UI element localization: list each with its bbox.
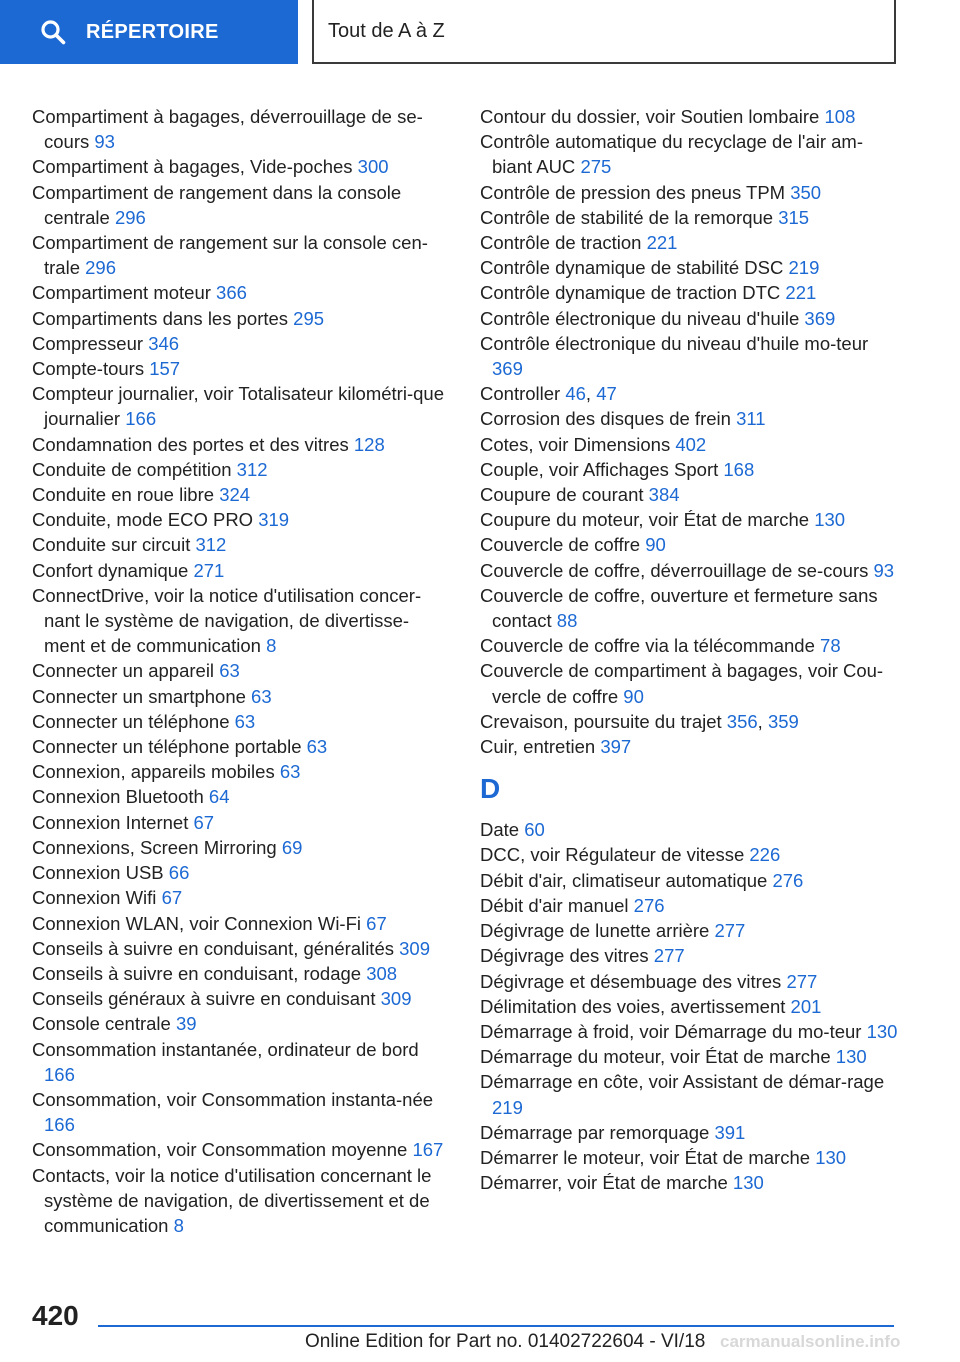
index-entry-text: Contrôle de stabilité de la remorque (480, 206, 774, 228)
index-entry-text: Date (480, 819, 520, 841)
page-reference-link[interactable]: 93 (94, 131, 115, 153)
index-entry (480, 918, 900, 943)
page-reference-link[interactable]: 300 (357, 156, 389, 178)
page-reference-link[interactable]: 66 (168, 862, 190, 884)
index-tab-label: RÉPERTOIRE (86, 20, 219, 43)
index-entry (480, 969, 900, 994)
index-entry (32, 154, 448, 179)
index-entry: Crevaison, poursuite du trajet 356, 359 (480, 710, 799, 732)
index-entry-text: Démarrage par remorquage (480, 1121, 710, 1143)
page-reference-link[interactable]: 219 (492, 1096, 523, 1118)
page-reference-link[interactable]: 276 (772, 869, 804, 891)
index-entry (480, 868, 900, 893)
page-reference-link[interactable]: 308 (366, 962, 398, 984)
page-reference-link[interactable]: 63 (251, 685, 272, 707)
index-entry (480, 280, 900, 305)
index-entry-text: Compartiment de rangement dans la console centrale (32, 181, 402, 228)
index-entry (480, 180, 900, 205)
index-entry (32, 759, 448, 784)
page-reference-link[interactable]: 309 (399, 937, 431, 959)
index-entry (480, 1145, 900, 1170)
index-entry-text: Consommation, voir Consommation moyenne (32, 1139, 408, 1161)
index-entry (32, 180, 448, 230)
index-entry (480, 994, 900, 1019)
page-reference-link[interactable]: 369 (492, 358, 523, 380)
index-entry-text: Compartiment de rangement sur la console cen-trale (32, 232, 428, 279)
index-entry-text: Connecter un téléphone portable (32, 736, 302, 758)
index-entry-text: Contrôle dynamique de traction DTC (480, 282, 781, 304)
index-entry (32, 1163, 448, 1239)
page-reference-link[interactable]: 275 (580, 156, 612, 178)
index-entry (32, 482, 448, 507)
index-entry-text: Démarrage du moteur, voir État de marche (480, 1046, 831, 1068)
index-entry (32, 810, 448, 835)
index-entry (480, 507, 900, 532)
index-entry-text: Compte-tours (32, 358, 145, 380)
index-entry (480, 129, 900, 179)
watermark: carmanualsonline.info (720, 1332, 901, 1351)
index-entry (480, 1069, 900, 1119)
index-entry-text: Compteur journalier, voir Totalisateur kilométri-que journalier (32, 383, 444, 430)
index-entry-text: Contrôle de pression des pneus TPM (480, 181, 786, 203)
index-entry-text: Démarrer, voir État de marche (480, 1172, 728, 1194)
index-entry-text: Contrôle électronique du niveau d'huile (480, 307, 800, 329)
index-entry-text: Contrôle de traction (480, 232, 642, 254)
index-entry (480, 633, 900, 658)
index-entry-text: Couvercle de compartiment à bagages, voir Cou-vercle de coffre (480, 660, 884, 707)
index-entry (480, 230, 900, 255)
index-entry (32, 583, 448, 659)
index-entry (480, 1044, 900, 1069)
index-entry (480, 893, 900, 918)
page-reference-link[interactable]: 369 (804, 307, 836, 329)
index-entry-text: Controller (480, 383, 561, 405)
index-entry (32, 1037, 448, 1087)
index-entry-text: DCC, voir Régulateur de vitesse (480, 844, 745, 866)
index-entry (32, 784, 448, 809)
index-entry (32, 684, 448, 709)
page-reference-link[interactable]: 108 (824, 106, 856, 127)
index-entry-text: Contacts, voir la notice d'utilisation concernant le système de navigation, de divertissement et de communication (32, 1164, 432, 1236)
page-reference-link[interactable]: 90 (623, 685, 644, 707)
index-entry-text: Connexion, appareils mobiles (32, 761, 275, 783)
page-reference-link[interactable]: 356 (726, 710, 758, 732)
page-reference-link[interactable]: 391 (714, 1121, 746, 1143)
page-reference-link[interactable]: 315 (778, 206, 810, 228)
page-reference-link[interactable]: 277 (653, 945, 685, 967)
index-entry-text: Confort dynamique (32, 559, 189, 581)
index-entry-text: Compartiment moteur (32, 282, 211, 304)
index-entry-text: Consommation, voir Consommation instanta-née (32, 1088, 434, 1110)
page-reference-link[interactable]: 47 (596, 383, 617, 405)
page-reference-link[interactable]: 67 (193, 811, 215, 833)
index-entry-text: Dégivrage de lunette arrière (480, 920, 710, 942)
edition-text: Online Edition for Part no. 01402722604 - VI/18 (305, 1331, 706, 1352)
index-entry (480, 104, 900, 129)
page-reference-link[interactable]: 166 (44, 1063, 75, 1085)
page-reference-link[interactable]: 346 (148, 332, 180, 354)
page-reference-link[interactable]: 311 (736, 408, 766, 430)
index-entry (480, 331, 900, 381)
index-entry-text: Consommation instantanée, ordinateur de bord (32, 1038, 419, 1060)
index-entry (32, 911, 448, 936)
page-reference-link[interactable]: 350 (790, 181, 822, 203)
index-entry (32, 356, 448, 381)
footer-divider (98, 1325, 894, 1327)
index-entry (480, 817, 900, 842)
index-entry (32, 961, 448, 986)
index-entry-text: Connexion Internet (32, 811, 189, 833)
index-entry (480, 558, 900, 583)
index-entry-text: Compresseur (32, 332, 144, 354)
index-entry-text: Conduite de compétition (32, 458, 232, 480)
page-reference-link[interactable]: 64 (208, 786, 230, 808)
index-entry-text: Connexion Bluetooth (32, 786, 204, 808)
index-entry (480, 532, 900, 557)
index-entry (480, 457, 900, 482)
index-entry-text: Démarrage à froid, voir Démarrage du mo-teur (480, 1020, 862, 1042)
page-reference-link[interactable]: 221 (646, 232, 678, 254)
index-entry (32, 558, 448, 583)
index-entry (32, 306, 448, 331)
page-reference-link[interactable]: 69 (281, 836, 303, 858)
index-entry-text: Coupure de courant (480, 484, 644, 506)
page-reference-link[interactable]: 296 (85, 257, 117, 279)
page-reference-link[interactable]: 201 (790, 995, 822, 1017)
index-entry (32, 432, 448, 457)
page-number: 420 (32, 1300, 79, 1331)
index-entry-text: Démarrage en côte, voir Assistant de démar-rage (480, 1071, 885, 1093)
page-reference-link[interactable]: 88 (556, 610, 578, 632)
index-column-right (480, 104, 900, 1195)
index-entry (32, 1011, 448, 1036)
section-letter: D (480, 773, 501, 805)
index-entry (32, 457, 448, 482)
index-entry (32, 1087, 448, 1137)
index-entry-text: Compartiments dans les portes (32, 307, 289, 329)
index-entry (32, 381, 448, 431)
page-reference-link[interactable]: 312 (236, 458, 268, 480)
index-entry (32, 230, 448, 280)
page-reference-link[interactable]: 366 (216, 282, 247, 304)
index-entry-text: Contrôle électronique du niveau d'huile mo-teur (480, 332, 869, 354)
index-entry-text: Cuir, entretien (480, 736, 596, 758)
index-entry-text: Conduite sur circuit (32, 534, 191, 556)
page-reference-link[interactable]: 63 (306, 736, 328, 758)
page-reference-link[interactable]: 295 (293, 307, 325, 329)
index-entry-text: Dégivrage des vitres (480, 945, 649, 967)
page-reference-link[interactable]: 397 (600, 736, 632, 758)
index-entry (32, 709, 448, 734)
page-reference-link[interactable]: 67 (366, 912, 387, 934)
index-entry-text: Couvercle de coffre via la télécommande (480, 635, 815, 657)
index-entry-text: Couple, voir Affichages Sport (480, 458, 719, 480)
index-entry (480, 306, 900, 331)
page-reference-link[interactable]: 63 (219, 660, 240, 682)
index-entry (480, 406, 900, 431)
page-reference-link[interactable]: 402 (675, 433, 707, 455)
index-column-left (32, 104, 448, 1238)
index-entry-text: Connecter un téléphone (32, 710, 230, 732)
index-entry-text: Crevaison, poursuite du trajet (480, 710, 722, 732)
page-reference-link[interactable]: 128 (353, 433, 385, 455)
page-reference-link[interactable]: 130 (732, 1172, 764, 1194)
page-reference-link[interactable]: 78 (820, 635, 841, 657)
index-entry-text: Compartiment à bagages, Vide-poches (32, 156, 353, 178)
index-entry-text: Contrôle automatique du recyclage de l'air am-biant AUC (480, 131, 863, 178)
index-entry-text: Couvercle de coffre, déverrouillage de se-cours (480, 559, 869, 581)
index-entry (480, 658, 900, 708)
index-entry-text: Débit d'air, climatiseur automatique (480, 869, 768, 891)
page-reference-link[interactable]: 8 (266, 635, 277, 657)
page-reference-link[interactable]: 359 (767, 710, 799, 732)
page-reference-link[interactable]: 90 (645, 534, 666, 556)
index-entry (480, 482, 900, 507)
index-entry (32, 1137, 448, 1162)
index-entry (32, 734, 448, 759)
index-entry (480, 1170, 900, 1195)
index-entry-text: Contrôle dynamique de stabilité DSC (480, 257, 784, 279)
index-entry (480, 255, 900, 280)
page-reference-link[interactable]: 166 (125, 408, 157, 430)
index-entry-text: Couvercle de coffre (480, 534, 641, 556)
index-entry (32, 860, 448, 885)
page-reference-link[interactable]: 384 (648, 484, 680, 506)
page-reference-link[interactable]: 130 (866, 1020, 898, 1042)
page-reference-link[interactable]: 130 (815, 1146, 847, 1168)
page-reference-link[interactable]: 324 (219, 484, 251, 506)
page-reference-link[interactable]: 46 (565, 383, 586, 405)
page-reference-link[interactable]: 309 (380, 988, 412, 1010)
index-entry-text: Corrosion des disques de frein (480, 408, 731, 430)
index-entry-text: Couvercle de coffre, ouverture et fermeture sans contact (480, 584, 878, 632)
index-entry-text: Condamnation des portes et des vitres (32, 433, 349, 455)
index-entry-text: Contour du dossier, voir Soutien lombaire (480, 106, 820, 127)
section-tab[interactable] (312, 0, 896, 64)
index-entry-text: Conseils à suivre en conduisant, généralités (32, 937, 394, 959)
page-reference-link[interactable]: 63 (234, 710, 256, 732)
index-entry (32, 658, 448, 683)
index-entry-text: Compartiment à bagages, déverrouillage de se-cours (32, 106, 423, 153)
page-reference-link[interactable]: 8 (173, 1214, 184, 1236)
index-entry (480, 734, 900, 759)
page-reference-link[interactable]: 276 (633, 894, 665, 916)
index-entry-text: Dégivrage et désembuage des vitres (480, 970, 782, 992)
index-entry-text: ConnectDrive, voir la notice d'utilisation concer-nant le système de navigation, de divertisse-ment et de communication (32, 584, 422, 657)
index-entry (480, 1120, 900, 1145)
page-reference-link[interactable]: 157 (149, 358, 181, 380)
index-entry-text: Conduite en roue libre (32, 484, 215, 506)
index-entry (32, 835, 448, 860)
page-reference-link[interactable]: 167 (412, 1139, 444, 1161)
index-entry-text: Connecter un appareil (32, 660, 215, 682)
index-tab[interactable] (0, 0, 298, 64)
page-reference-link[interactable]: 168 (723, 458, 755, 480)
index-entry-text: Délimitation des voies, avertissement (480, 995, 786, 1017)
page-reference-link[interactable]: 130 (835, 1046, 867, 1068)
page-reference-link[interactable]: 296 (114, 206, 146, 228)
index-entry-text: Démarrer le moteur, voir État de marche (480, 1146, 811, 1168)
index-entry (480, 1019, 900, 1044)
section-tab-label: Tout de A à Z (328, 19, 445, 42)
page-reference-link[interactable]: 67 (161, 887, 183, 909)
page-reference-link[interactable]: 221 (785, 282, 817, 304)
index-entry (480, 842, 900, 867)
index-entry (32, 885, 448, 910)
page-reference-link[interactable]: 312 (195, 534, 227, 556)
index-entry-text: Coupure du moteur, voir État de marche (480, 509, 810, 531)
index-entry-text: Conseils à suivre en conduisant, rodage (32, 962, 362, 984)
index-entry-text: Débit d'air manuel (480, 894, 629, 916)
index-entry (480, 943, 900, 968)
index-entry (32, 331, 448, 356)
index-entry (32, 532, 448, 557)
index-entry (32, 104, 448, 154)
page-reference-link[interactable]: 130 (814, 509, 846, 531)
page-reference-link[interactable]: 166 (44, 1114, 75, 1136)
index-entry (32, 507, 448, 532)
page-reference-link[interactable]: 93 (873, 559, 895, 581)
index-entry-text: Connexions, Screen Mirroring (32, 836, 277, 858)
index-entry: Controller 46, 47 (480, 383, 617, 405)
page-reference-link[interactable]: 277 (786, 970, 818, 992)
index-entry (32, 986, 448, 1011)
index-entry (32, 936, 448, 961)
index-entry-text: Connexion Wifi (32, 887, 157, 909)
index-entry (480, 205, 900, 230)
index-entry-text: Connexion USB (32, 862, 164, 884)
page-reference-link[interactable]: 219 (788, 257, 820, 279)
page-reference-link[interactable]: 60 (524, 819, 545, 841)
page-reference-link[interactable]: 39 (175, 1013, 197, 1035)
index-entry-text: Cotes, voir Dimensions (480, 433, 671, 455)
index-entry (480, 432, 900, 457)
page-reference-link[interactable]: 63 (279, 761, 301, 783)
page-reference-link[interactable]: 271 (193, 559, 225, 581)
index-entry (32, 280, 448, 305)
page-reference-link[interactable]: 226 (749, 844, 781, 866)
index-entry-text: Console centrale (32, 1013, 171, 1035)
page-reference-link[interactable]: 319 (258, 509, 290, 531)
index-entry-text: Connecter un smartphone (32, 685, 246, 707)
index-entry-text: Conseils généraux à suivre en conduisant (32, 988, 376, 1010)
index-entry (480, 583, 900, 633)
index-entry-text: Connexion WLAN, voir Connexion Wi-Fi (32, 912, 362, 934)
search-icon (40, 19, 66, 45)
index-entry-text: Conduite, mode ECO PRO (32, 509, 254, 531)
page-reference-link[interactable]: 277 (714, 920, 746, 942)
